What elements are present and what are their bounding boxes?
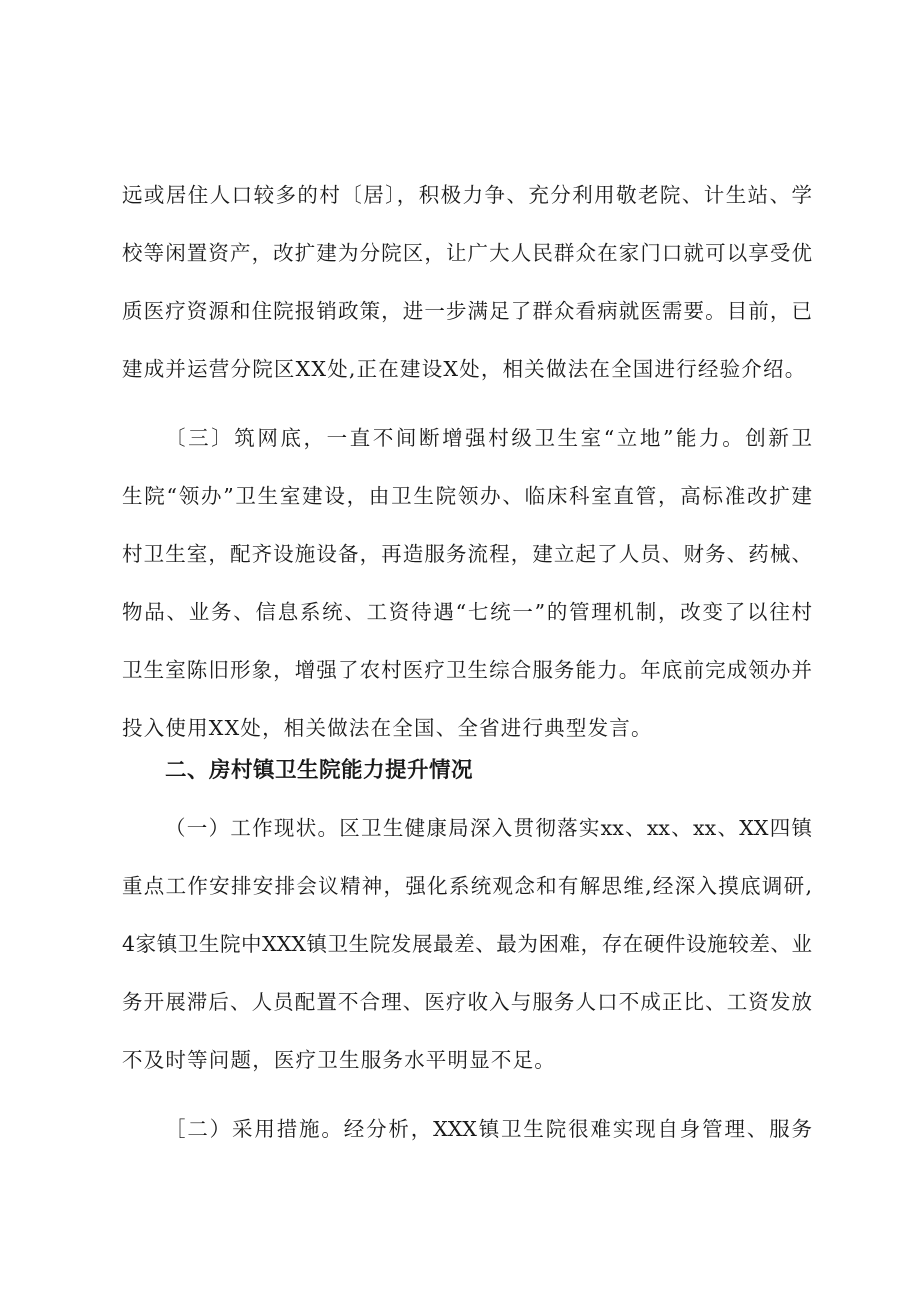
- paragraph-3-line-4: 务开展滞后、人员配置不合理、医疗收入与服务人口不成正比、工资发放: [122, 990, 812, 1014]
- section-heading: 二、房村镇卫生院能力提升情况: [165, 758, 474, 783]
- paragraph-3-line-5: 不及时等问题，医疗卫生服务水平明显不足。: [122, 1048, 556, 1072]
- paragraph-2-line-3: 村卫生室，配齐设施设备，再造服务流程，建立起了人员、财务、药械、: [122, 542, 812, 566]
- paragraph-3-line-3: 4家镇卫生院中XXX镇卫生院发展最差、最为困难，存在硬件设施较差、业: [122, 932, 812, 956]
- paragraph-2-line-5: 卫生室陈旧形象，增强了农村医疗卫生综合服务能力。年底前完成领办并: [122, 658, 812, 682]
- paragraph-2-line-4: 物品、业务、信息系统、工资待遇“七统一”的管理机制，改变了以往村: [122, 600, 812, 624]
- paragraph-4-line-1: ［二）采用措施。经分析，XXX镇卫生院很难实现自身管理、服务: [165, 1117, 812, 1141]
- paragraph-3-line-1: （一）工作现状。区卫生健康局深入贯彻落实xx、xx、xx、XX四镇: [165, 816, 812, 840]
- paragraph-1-line-3: 质医疗资源和住院报销政策，进一步满足了群众看病就医需要。目前，已: [122, 299, 812, 323]
- paragraph-2-line-6: 投入使用XX处，相关做法在全国、全省进行典型发言。: [122, 716, 653, 740]
- paragraph-1-line-1: 远或居住人口较多的村〔居〕，积极力争、充分利用敬老院、计生站、学: [122, 183, 812, 207]
- paragraph-2-line-1: 〔三〕筑网底，一直不间断增强村级卫生室“立地”能力。创新卫: [165, 426, 812, 450]
- paragraph-3-line-2: 重点工作安排安排会议精神，强化系统观念和有解思维,经深入摸底调研,: [122, 874, 812, 898]
- paragraph-1-line-4: 建成并运营分院区XX处,正在建设X处，相关做法在全国进行经验介绍。: [122, 357, 807, 381]
- paragraph-2-line-2: 生院“领办”卫生室建设，由卫生院领办、临床科室直管，高标准改扩建: [122, 484, 812, 508]
- paragraph-1-line-2: 校等闲置资产，改扩建为分院区，让广大人民群众在家门口就可以享受优: [122, 241, 812, 265]
